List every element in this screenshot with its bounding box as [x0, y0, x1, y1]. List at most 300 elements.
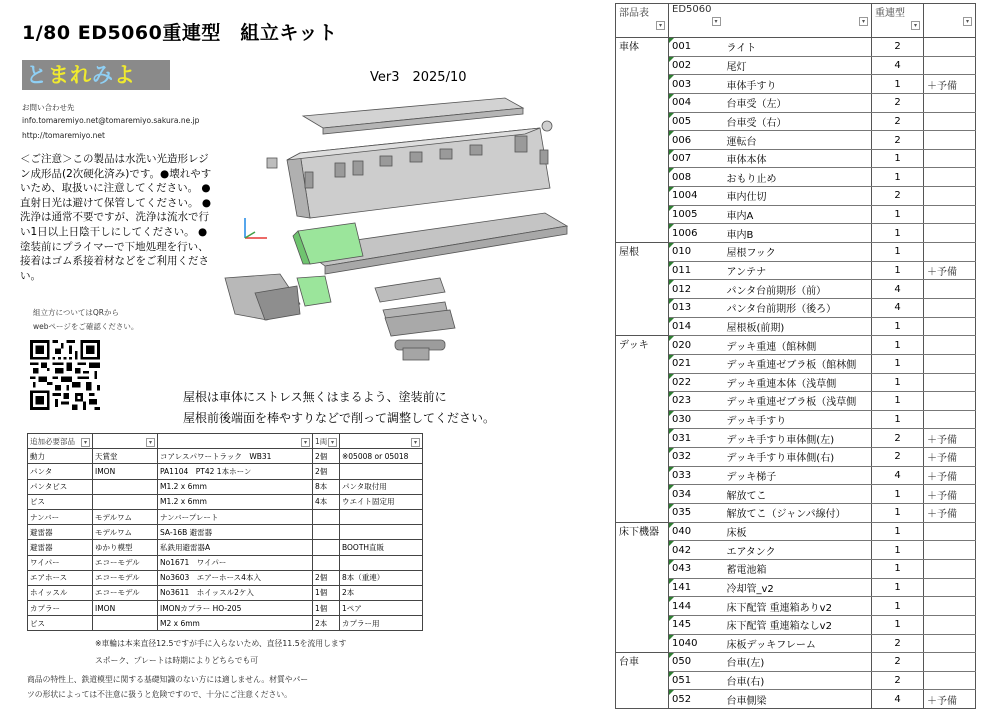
table-row [616, 410, 976, 429]
table-cell[interactable]: ナンバープレート [158, 509, 313, 524]
category-cell[interactable]: 床下機器 [616, 522, 669, 541]
header-cell[interactable] [616, 4, 669, 38]
part-name-cell[interactable]: 床板デッキフレーム [724, 634, 872, 653]
quantity-cell[interactable]: 4 [872, 298, 924, 317]
quantity-cell[interactable]: 1 [872, 541, 924, 560]
table-row [616, 653, 976, 672]
table-cell[interactable]: 1個 [313, 585, 340, 600]
note-cell[interactable] [924, 634, 976, 653]
part-name-cell[interactable]: パンタ台前期形（後ろ） [724, 298, 872, 317]
quantity-cell[interactable]: 1 [872, 243, 924, 262]
table-cell[interactable] [313, 509, 340, 524]
quantity-cell[interactable]: 1 [872, 317, 924, 336]
table-cell[interactable]: IMON [93, 601, 158, 616]
table-row [28, 449, 423, 464]
category-cell[interactable] [616, 56, 669, 75]
part-name-cell[interactable]: パンタ台前期形（前） [724, 280, 872, 299]
additional-parts-table [27, 433, 423, 631]
filter-dropdown-icon[interactable]: ▾ [328, 438, 337, 447]
category-cell[interactable] [616, 597, 669, 616]
table-cell[interactable] [93, 479, 158, 494]
part-number-cell[interactable]: 011 [669, 261, 724, 280]
part-name-cell[interactable]: 車内A [724, 205, 872, 224]
part-name-cell[interactable]: 尾灯 [724, 56, 872, 75]
table-cell[interactable]: ホイッスル [28, 585, 93, 600]
quantity-cell[interactable]: 1 [872, 205, 924, 224]
table-row [616, 205, 976, 224]
category-cell[interactable] [616, 615, 669, 634]
header-cell[interactable] [28, 434, 93, 449]
spoke-footnote: スポーク、プレートは時期によりどちらでも可 [95, 656, 259, 665]
quantity-cell[interactable]: 1 [872, 149, 924, 168]
part-name-cell[interactable]: 台車受（右） [724, 112, 872, 131]
table-cell[interactable]: 2本 [340, 585, 423, 600]
table-cell[interactable] [313, 540, 340, 555]
table-row [616, 187, 976, 206]
header-cell[interactable] [724, 4, 872, 38]
note-cell[interactable]: ＋予備 [924, 261, 976, 280]
table-cell[interactable]: 私鉄用避雷器A [158, 540, 313, 555]
filter-dropdown-icon[interactable]: ▾ [301, 438, 310, 447]
contact-label: お問い合わせ先 [22, 103, 75, 112]
category-cell[interactable] [616, 429, 669, 448]
part-number-cell[interactable]: 1006 [669, 224, 724, 243]
filter-dropdown-icon[interactable]: ▾ [146, 438, 155, 447]
quantity-cell[interactable]: 2 [872, 653, 924, 672]
roof-note-1: 屋根は車体にストレス無くはまるよう、塗装前に [183, 390, 447, 404]
table-cell[interactable]: 天賞堂 [93, 449, 158, 464]
note-cell[interactable] [924, 168, 976, 187]
part-name-cell[interactable]: 台車側梁 [724, 690, 872, 709]
note-cell[interactable] [924, 93, 976, 112]
filter-dropdown-icon[interactable]: ▾ [859, 17, 868, 26]
table-cell[interactable]: モデルワム [93, 509, 158, 524]
quantity-cell[interactable]: 1 [872, 373, 924, 392]
note-cell[interactable] [924, 354, 976, 373]
table-cell[interactable]: エアホース [28, 570, 93, 585]
filter-dropdown-icon[interactable]: ▾ [411, 438, 420, 447]
part-name-cell[interactable]: デッキ手すり車体側(右) [724, 448, 872, 467]
note-cell[interactable]: ＋予備 [924, 448, 976, 467]
table-row [616, 690, 976, 709]
note-cell[interactable] [924, 280, 976, 299]
part-name-cell[interactable]: 車内仕切 [724, 187, 872, 206]
table-row [616, 466, 976, 485]
brand-logo [22, 60, 170, 90]
category-cell[interactable]: デッキ [616, 336, 669, 355]
part-name-cell[interactable]: 屋根板(前期) [724, 317, 872, 336]
part-name-cell[interactable]: 台車(右) [724, 671, 872, 690]
part-name-cell[interactable]: 床板 [724, 522, 872, 541]
category-cell[interactable] [616, 410, 669, 429]
part-number-cell[interactable]: 1040 [669, 634, 724, 653]
header-cell[interactable] [924, 4, 976, 38]
category-cell[interactable] [616, 205, 669, 224]
table-cell[interactable]: 1ペア [340, 601, 423, 616]
part-name-cell[interactable]: 蓄電池箱 [724, 559, 872, 578]
part-name-cell[interactable]: 運転台 [724, 131, 872, 150]
quantity-cell[interactable]: 4 [872, 690, 924, 709]
table-row [616, 224, 976, 243]
quantity-cell[interactable]: 1 [872, 336, 924, 355]
table-row [28, 464, 423, 479]
table-cell[interactable]: 2本 [313, 616, 340, 631]
qr-caption-1: 組立方についてはQRから [33, 308, 119, 317]
part-name-cell[interactable]: デッキ重連ゼブラ板（浅草側 [724, 392, 872, 411]
table-cell[interactable]: 2個 [313, 449, 340, 464]
note-cell[interactable] [924, 671, 976, 690]
part-number-cell[interactable]: 035 [669, 504, 724, 523]
part-number-cell[interactable]: 141 [669, 578, 724, 597]
note-cell[interactable] [924, 615, 976, 634]
wheel-footnote: ※車輪は本来直径12.5ですが手に入らないため、直径11.5を流用します [95, 639, 347, 648]
note-cell[interactable]: ＋予備 [924, 75, 976, 94]
part-name-cell[interactable]: エアタンク [724, 541, 872, 560]
part-number-cell[interactable]: 034 [669, 485, 724, 504]
part-number-cell[interactable]: 043 [669, 559, 724, 578]
part-name-cell[interactable]: 車体手すり [724, 75, 872, 94]
table-cell[interactable]: 動力 [28, 449, 93, 464]
category-cell[interactable] [616, 93, 669, 112]
table-cell[interactable]: コアレスパワートラック WB31 [158, 449, 313, 464]
note-cell[interactable] [924, 317, 976, 336]
table-cell[interactable]: 4本 [313, 494, 340, 509]
quantity-cell[interactable]: 1 [872, 597, 924, 616]
quantity-cell[interactable]: 1 [872, 504, 924, 523]
part-number-cell[interactable]: 005 [669, 112, 724, 131]
category-cell[interactable] [616, 224, 669, 243]
note-cell[interactable] [924, 131, 976, 150]
part-name-cell[interactable]: 床下配管 重連箱なしv2 [724, 615, 872, 634]
part-name-cell[interactable]: 車内B [724, 224, 872, 243]
table-cell[interactable]: ナンバー [28, 509, 93, 524]
table-cell[interactable] [313, 555, 340, 570]
quantity-cell[interactable]: 1 [872, 485, 924, 504]
category-cell[interactable]: 屋根 [616, 243, 669, 262]
quantity-cell[interactable]: 2 [872, 671, 924, 690]
part-name-cell[interactable]: デッキ重連（館林側 [724, 336, 872, 355]
note-cell[interactable]: ＋予備 [924, 485, 976, 504]
part-name-cell[interactable]: 解放てこ（ジャンパ線付） [724, 504, 872, 523]
note-cell[interactable] [924, 653, 976, 672]
table-cell[interactable]: ビス [28, 616, 93, 631]
table-cell[interactable]: SA-16B 避雷器 [158, 525, 313, 540]
note-cell[interactable]: ＋予備 [924, 429, 976, 448]
note-cell[interactable] [924, 336, 976, 355]
part-name-cell[interactable]: 冷却管_v2 [724, 578, 872, 597]
part-number-cell[interactable]: 023 [669, 392, 724, 411]
quantity-cell[interactable]: 2 [872, 112, 924, 131]
category-cell[interactable]: 車体 [616, 38, 669, 57]
quantity-cell[interactable]: 2 [872, 634, 924, 653]
table-cell[interactable]: ワイパー [28, 555, 93, 570]
category-cell[interactable] [616, 298, 669, 317]
header-label: 重連型 [875, 8, 905, 19]
part-number-cell[interactable]: 144 [669, 597, 724, 616]
category-cell[interactable] [616, 317, 669, 336]
table-row [616, 615, 976, 634]
table-row [28, 616, 423, 631]
part-number-cell[interactable]: 145 [669, 615, 724, 634]
kit-exploded-illustration [205, 88, 605, 388]
filter-dropdown-icon[interactable]: ▾ [656, 21, 665, 30]
note-cell[interactable] [924, 112, 976, 131]
table-cell[interactable]: M1.2 x 6mm [158, 479, 313, 494]
table-cell[interactable]: 2個 [313, 570, 340, 585]
part-number-cell[interactable]: 031 [669, 429, 724, 448]
category-cell[interactable]: 台車 [616, 653, 669, 672]
table-row [616, 392, 976, 411]
table-cell[interactable]: モデルワム [93, 525, 158, 540]
category-cell[interactable] [616, 634, 669, 653]
note-cell[interactable] [924, 38, 976, 57]
part-name-cell[interactable]: デッキ重連ゼブラ板（館林側 [724, 354, 872, 373]
note-cell[interactable] [924, 243, 976, 262]
quantity-cell[interactable]: 1 [872, 559, 924, 578]
part-number-cell[interactable]: 012 [669, 280, 724, 299]
category-cell[interactable] [616, 559, 669, 578]
table-row [616, 149, 976, 168]
part-number-cell[interactable]: 052 [669, 690, 724, 709]
category-cell[interactable] [616, 578, 669, 597]
table-cell[interactable]: パンタ取付用 [340, 479, 423, 494]
header-cell[interactable] [669, 4, 724, 38]
note-cell[interactable] [924, 559, 976, 578]
table-cell[interactable]: BOOTH直販 [340, 540, 423, 555]
filter-dropdown-icon[interactable]: ▾ [963, 17, 972, 26]
table-cell[interactable]: PA1104 PT42 1本ホーン [158, 464, 313, 479]
quantity-cell[interactable]: 1 [872, 392, 924, 411]
part-number-cell[interactable]: 002 [669, 56, 724, 75]
table-cell[interactable]: No1671 ワイパー [158, 555, 313, 570]
table-cell[interactable]: No3603 エアーホース4本入 [158, 570, 313, 585]
part-name-cell[interactable]: アンテナ [724, 261, 872, 280]
part-name-cell[interactable]: デッキ手すり車体側(左) [724, 429, 872, 448]
note-cell[interactable] [924, 224, 976, 243]
contact-email[interactable]: info.tomaremiyo.net@tomaremiyo.sakura.ne.jp [22, 116, 200, 125]
quantity-cell[interactable]: 1 [872, 578, 924, 597]
quantity-cell[interactable]: 1 [872, 522, 924, 541]
category-cell[interactable] [616, 168, 669, 187]
table-cell[interactable]: IMON [93, 464, 158, 479]
part-number-cell[interactable]: 1004 [669, 187, 724, 206]
part-number-cell[interactable]: 010 [669, 243, 724, 262]
note-cell[interactable] [924, 597, 976, 616]
table-cell[interactable]: 2個 [313, 464, 340, 479]
table-cell[interactable]: 避雷器 [28, 540, 93, 555]
table-cell[interactable] [340, 464, 423, 479]
table-cell[interactable]: 8本 [313, 479, 340, 494]
part-number-cell[interactable]: 020 [669, 336, 724, 355]
table-row [616, 354, 976, 373]
note-cell[interactable] [924, 578, 976, 597]
table-cell[interactable]: ゆかり模型 [93, 540, 158, 555]
quantity-cell[interactable]: 1 [872, 354, 924, 373]
header-cell[interactable] [158, 434, 313, 449]
table-cell[interactable]: M1.2 x 6mm [158, 494, 313, 509]
note-cell[interactable] [924, 410, 976, 429]
category-cell[interactable] [616, 261, 669, 280]
part-name-cell[interactable]: デッキ重連本体（浅草側 [724, 373, 872, 392]
part-number-cell[interactable]: 014 [669, 317, 724, 336]
table-cell[interactable]: エコーモデル [93, 570, 158, 585]
table-row [616, 485, 976, 504]
table-row [616, 448, 976, 467]
part-name-cell[interactable]: 台車(左) [724, 653, 872, 672]
table-cell[interactable]: No3611 ホイッスル2ケ入 [158, 585, 313, 600]
quantity-cell[interactable]: 4 [872, 280, 924, 299]
part-name-cell[interactable]: 解放てこ [724, 485, 872, 504]
quantity-cell[interactable]: 1 [872, 224, 924, 243]
category-cell[interactable] [616, 448, 669, 467]
part-number-cell[interactable]: 033 [669, 466, 724, 485]
header-cell[interactable] [313, 434, 340, 449]
part-number-cell[interactable]: 021 [669, 354, 724, 373]
category-cell[interactable] [616, 187, 669, 206]
part-name-cell[interactable]: デッキ手すり [724, 410, 872, 429]
quantity-cell[interactable]: 4 [872, 466, 924, 485]
part-number-cell[interactable]: 022 [669, 373, 724, 392]
part-number-cell[interactable]: 001 [669, 38, 724, 57]
quantity-cell[interactable]: 1 [872, 261, 924, 280]
quantity-cell[interactable]: 1 [872, 75, 924, 94]
quantity-cell[interactable]: 2 [872, 93, 924, 112]
table-cell[interactable]: エコーモデル [93, 585, 158, 600]
note-cell[interactable] [924, 522, 976, 541]
table-row [616, 112, 976, 131]
table-cell[interactable]: 8本（重連） [340, 570, 423, 585]
note-cell[interactable] [924, 298, 976, 317]
category-cell[interactable] [616, 485, 669, 504]
category-cell[interactable] [616, 131, 669, 150]
bogie-part [375, 278, 445, 302]
table-cell[interactable]: ビス [28, 494, 93, 509]
part-number-cell[interactable]: 040 [669, 522, 724, 541]
note-cell[interactable]: ＋予備 [924, 466, 976, 485]
table-cell[interactable] [340, 509, 423, 524]
quantity-cell[interactable]: 2 [872, 429, 924, 448]
table-cell[interactable]: IMONカプラー HO-205 [158, 601, 313, 616]
part-number-cell[interactable]: 032 [669, 448, 724, 467]
note-cell[interactable] [924, 205, 976, 224]
part-name-cell[interactable]: デッキ梯子 [724, 466, 872, 485]
part-number-cell[interactable]: 003 [669, 75, 724, 94]
table-row [28, 509, 423, 524]
part-number-cell[interactable]: 051 [669, 671, 724, 690]
header-cell[interactable] [93, 434, 158, 449]
note-cell[interactable]: ＋予備 [924, 690, 976, 709]
note-cell[interactable] [924, 392, 976, 411]
quantity-cell[interactable]: 2 [872, 38, 924, 57]
header-cell[interactable] [872, 4, 924, 38]
part-number-cell[interactable]: 050 [669, 653, 724, 672]
quantity-cell[interactable]: 1 [872, 410, 924, 429]
part-number-cell[interactable]: 006 [669, 131, 724, 150]
part-number-cell[interactable]: 042 [669, 541, 724, 560]
quantity-cell[interactable]: 2 [872, 187, 924, 206]
table-cell[interactable]: ウエイト固定用 [340, 494, 423, 509]
table-cell[interactable] [93, 616, 158, 631]
part-name-cell[interactable]: おもり止め [724, 168, 872, 187]
category-cell[interactable] [616, 466, 669, 485]
quantity-cell[interactable]: 1 [872, 168, 924, 187]
part-name-cell[interactable]: 屋根フック [724, 243, 872, 262]
category-cell[interactable] [616, 149, 669, 168]
category-cell[interactable] [616, 354, 669, 373]
category-cell[interactable] [616, 112, 669, 131]
disclaimer-line-2: ツの形状によっては不注意に扱うと危険ですので、十分にご注意ください。 [27, 690, 292, 699]
filter-dropdown-icon[interactable]: ▾ [81, 438, 90, 447]
quantity-cell[interactable]: 1 [872, 615, 924, 634]
category-cell[interactable] [616, 504, 669, 523]
contact-url[interactable]: http://tomaremiyo.net [22, 131, 105, 140]
note-cell[interactable] [924, 541, 976, 560]
header-label: 1両 [315, 436, 328, 446]
table-cell[interactable]: パンタ [28, 464, 93, 479]
parts-list-table [615, 3, 976, 709]
filter-dropdown-icon[interactable]: ▾ [712, 17, 721, 26]
parts-list-header [616, 4, 976, 38]
table-row [616, 429, 976, 448]
category-cell[interactable] [616, 75, 669, 94]
note-cell[interactable]: ＋予備 [924, 504, 976, 523]
table-cell[interactable] [340, 525, 423, 540]
table-row [28, 540, 423, 555]
quantity-cell[interactable]: 2 [872, 131, 924, 150]
category-cell[interactable] [616, 671, 669, 690]
table-cell[interactable] [340, 555, 423, 570]
table-row [616, 131, 976, 150]
part-number-cell[interactable]: 007 [669, 149, 724, 168]
table-cell[interactable] [313, 525, 340, 540]
category-cell[interactable] [616, 541, 669, 560]
table-cell[interactable]: カプラー用 [340, 616, 423, 631]
part-number-cell[interactable]: 1005 [669, 205, 724, 224]
table-cell[interactable]: エコーモデル [93, 555, 158, 570]
quantity-cell[interactable]: 4 [872, 56, 924, 75]
table-cell[interactable] [93, 494, 158, 509]
quantity-cell[interactable]: 2 [872, 448, 924, 467]
table-cell[interactable]: カプラー [28, 601, 93, 616]
part-name-cell[interactable]: 台車受（左） [724, 93, 872, 112]
note-cell[interactable] [924, 149, 976, 168]
table-cell[interactable]: M2 x 6mm [158, 616, 313, 631]
qr-code[interactable] [30, 340, 100, 410]
part-name-cell[interactable]: 床下配管 重連箱ありv2 [724, 597, 872, 616]
part-number-cell[interactable]: 030 [669, 410, 724, 429]
table-row [616, 504, 976, 523]
note-cell[interactable] [924, 187, 976, 206]
table-cell[interactable]: ※05008 or 05018 [340, 449, 423, 464]
additional-parts-header [28, 434, 423, 449]
part-name-cell[interactable]: ライト [724, 38, 872, 57]
category-cell[interactable] [616, 280, 669, 299]
part-number-cell[interactable]: 013 [669, 298, 724, 317]
table-cell[interactable]: パンタビス [28, 479, 93, 494]
table-cell[interactable]: 避雷器 [28, 525, 93, 540]
filter-active-icon[interactable]: ▾ [911, 21, 920, 30]
category-cell[interactable] [616, 690, 669, 709]
part-number-cell[interactable]: 004 [669, 93, 724, 112]
header-cell[interactable] [340, 434, 423, 449]
category-cell[interactable] [616, 373, 669, 392]
part-name-cell[interactable]: 車体本体 [724, 149, 872, 168]
note-cell[interactable] [924, 56, 976, 75]
note-cell[interactable] [924, 373, 976, 392]
table-cell[interactable]: 1個 [313, 601, 340, 616]
part-number-cell[interactable]: 008 [669, 168, 724, 187]
category-cell[interactable] [616, 392, 669, 411]
